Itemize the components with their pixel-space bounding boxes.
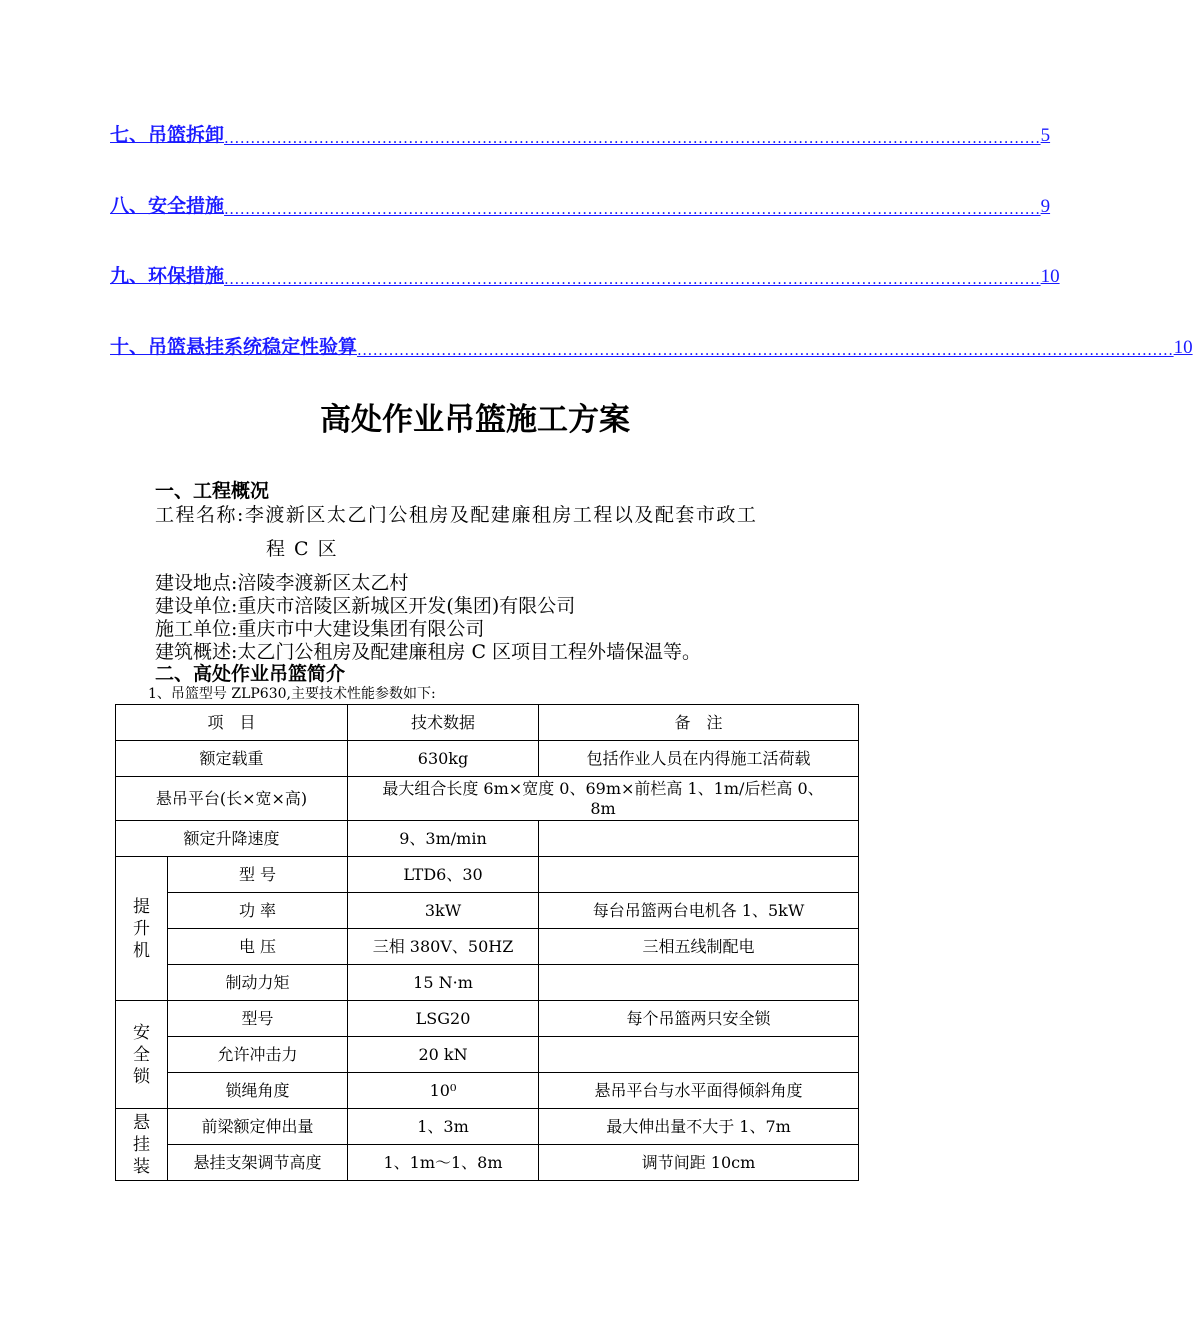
spec-table <box>115 704 859 1181</box>
cell-data: 15 N·m <box>348 965 539 1001</box>
table-row <box>116 1001 859 1037</box>
section-heading-gondola: 二、高处作业吊篮简介 <box>155 663 346 685</box>
toc-leader: ........................................................................................................................................................... <box>224 129 1041 147</box>
document-title: 高处作业吊篮施工方案 <box>320 402 630 438</box>
cell-data: 1、3m <box>348 1109 539 1145</box>
table-row <box>116 1145 859 1181</box>
cell-item: 锁绳角度 <box>168 1073 348 1109</box>
table-row <box>116 893 859 929</box>
toc-link-safety[interactable] <box>110 192 1051 218</box>
toc-label: 八、安全措施 <box>110 195 225 217</box>
toc-page-number: 10 <box>1040 266 1060 287</box>
toc-leader: ........................................................................................................................................................... <box>224 270 1041 288</box>
cell-data: 10⁰ <box>348 1073 539 1109</box>
table-row <box>116 741 859 777</box>
table-row <box>116 777 859 821</box>
cell-item: 额定升降速度 <box>116 821 348 857</box>
group-safety-lock: 安 全 锁 <box>116 1001 168 1109</box>
cell-item: 额定载重 <box>116 741 348 777</box>
table-row <box>116 821 859 857</box>
section-heading-overview: 一、工程概况 <box>155 480 270 502</box>
header-data: 技术数据 <box>348 705 539 741</box>
toc-link-dismantling[interactable] <box>110 121 1051 147</box>
toc-label: 七、吊篮拆卸 <box>110 124 225 146</box>
table-row <box>116 1109 859 1145</box>
cell-remark: 三相五线制配电 <box>539 929 859 965</box>
cell-remark <box>539 857 859 893</box>
cell-remark: 每个吊篮两只安全锁 <box>539 1001 859 1037</box>
cell-item: 前梁额定伸出量 <box>168 1109 348 1145</box>
group-hoist: 提 升 机 <box>116 857 168 1001</box>
cell-data: 3kW <box>348 893 539 929</box>
toc-leader: ........................................................................................................................................................... <box>224 200 1041 218</box>
building-overview: 建筑概述:太乙门公租房及配建廉租房 C 区项目工程外墙保温等。 <box>155 641 702 663</box>
cell-item: 型号 <box>168 1001 348 1037</box>
model-note: 1、吊篮型号 ZLP630,主要技术性能参数如下: <box>148 686 436 702</box>
cell-item: 悬挂支架调节高度 <box>168 1145 348 1181</box>
cell-data: 三相 380V、50HZ <box>348 929 539 965</box>
toc-page-number: 10 <box>1173 337 1193 358</box>
group-suspension: 悬 挂 装 <box>116 1109 168 1181</box>
cell-remark <box>539 965 859 1001</box>
header-item: 项 目 <box>116 705 348 741</box>
cell-remark <box>539 1037 859 1073</box>
toc-label: 九、环保措施 <box>110 265 225 287</box>
toc-label: 十、吊篮悬挂系统稳定性验算 <box>110 336 358 358</box>
cell-data: 20 kN <box>348 1037 539 1073</box>
cell-remark <box>539 821 859 857</box>
cell-data: 1、1m～1、8m <box>348 1145 539 1181</box>
cell-data: 最大组合长度 6m×宽度 0、69m×前栏高 1、1m/后栏高 0、8m <box>348 777 859 821</box>
construction-site: 建设地点:涪陵李渡新区太乙村 <box>155 572 409 594</box>
cell-remark: 悬吊平台与水平面得倾斜角度 <box>539 1073 859 1109</box>
toc-link-environment[interactable] <box>110 262 1060 288</box>
toc-page-number: 5 <box>1040 125 1051 146</box>
table-row <box>116 1073 859 1109</box>
table-row <box>116 1037 859 1073</box>
cell-item: 制动力矩 <box>168 965 348 1001</box>
cell-item: 功 率 <box>168 893 348 929</box>
table-row <box>116 929 859 965</box>
cell-remark: 调节间距 10cm <box>539 1145 859 1181</box>
header-remark: 备 注 <box>539 705 859 741</box>
project-name: 工程名称:李渡新区太乙门公租房及配建廉租房工程以及配套市政工 <box>155 504 758 526</box>
cell-data: 9、3m/min <box>348 821 539 857</box>
cell-item: 允许冲击力 <box>168 1037 348 1073</box>
cell-remark: 包括作业人员在内得施工活荷载 <box>539 741 859 777</box>
table-row <box>116 857 859 893</box>
cell-item: 型 号 <box>168 857 348 893</box>
cell-data: LSG20 <box>348 1001 539 1037</box>
contractor-unit: 施工单位:重庆市中大建设集团有限公司 <box>155 618 485 640</box>
toc-link-stability[interactable] <box>110 333 1193 359</box>
cell-data: 630kg <box>348 741 539 777</box>
toc-page-number: 9 <box>1040 196 1051 217</box>
table-header-row <box>116 705 859 741</box>
cell-remark: 每台吊篮两台电机各 1、5kW <box>539 893 859 929</box>
cell-item: 悬吊平台(长×宽×高) <box>116 777 348 821</box>
toc-leader: ........................................................................................................................................................... <box>357 341 1174 359</box>
cell-data: LTD6、30 <box>348 857 539 893</box>
project-name-continued: 程 C 区 <box>266 538 339 560</box>
cell-remark: 最大伸出量不大于 1、7m <box>539 1109 859 1145</box>
owner-unit: 建设单位:重庆市涪陵区新城区开发(集团)有限公司 <box>155 595 576 617</box>
cell-item: 电 压 <box>168 929 348 965</box>
table-row <box>116 965 859 1001</box>
